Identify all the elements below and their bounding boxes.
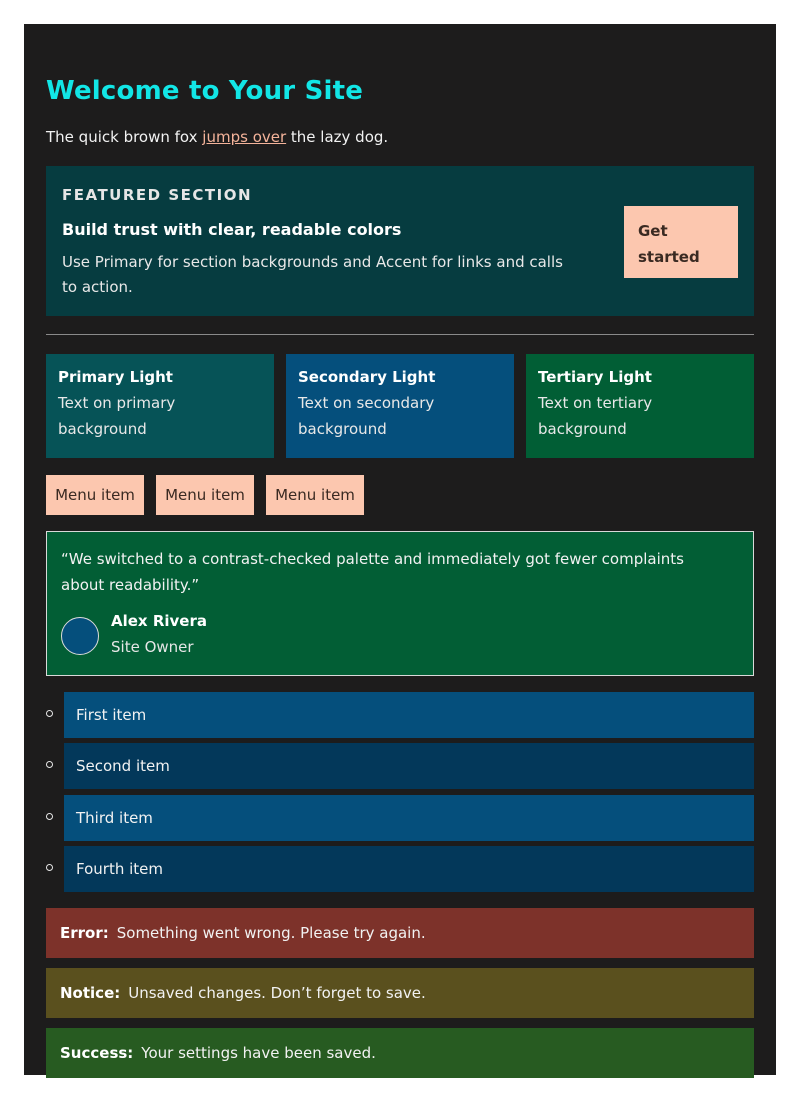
testimonial-quote: “We switched to a contrast-checked palette and immediately got fewer complaints about readability.” [61, 550, 684, 594]
get-started-button[interactable]: Get started [624, 206, 738, 278]
list-item [46, 846, 754, 892]
page-container [24, 24, 776, 1075]
featured-section [46, 166, 754, 316]
alert-label: Error: [60, 924, 109, 942]
featured-eyebrow: FEATURED SECTION [62, 186, 252, 204]
card-text: Text on primary background [58, 394, 176, 438]
featured-description: Use Primary for section backgrounds and Accent for links and calls to action. [62, 253, 563, 296]
list-item [46, 692, 754, 738]
card-title: Secondary Light [298, 368, 436, 386]
lead-text-after: the lazy dog. [286, 128, 389, 146]
list-item-label: Third item [64, 795, 754, 841]
card-title: Primary Light [58, 368, 173, 386]
menu-item-1[interactable]: Menu item [46, 475, 144, 515]
bullet-icon [46, 813, 53, 820]
bullet-icon [46, 761, 53, 768]
alert-message: Unsaved changes. Don’t forget to save. [128, 984, 426, 1002]
list-item [46, 795, 754, 841]
alert-label: Notice: [60, 984, 121, 1002]
card-primary-light [46, 354, 274, 458]
lead-paragraph [46, 128, 388, 146]
testimonial-name: Alex Rivera [111, 612, 207, 630]
error-alert [46, 908, 754, 958]
card-title: Tertiary Light [538, 368, 652, 386]
list-item-label: Fourth item [64, 846, 754, 892]
success-alert [46, 1028, 754, 1078]
lead-text-before: The quick brown fox [46, 128, 203, 146]
menu-item-2[interactable]: Menu item [156, 475, 254, 515]
avatar [61, 617, 99, 655]
divider [46, 334, 754, 335]
menu-item-3[interactable]: Menu item [266, 475, 364, 515]
card-text: Text on secondary background [298, 394, 435, 438]
list-item-label: First item [64, 692, 754, 738]
card-secondary-light [286, 354, 514, 458]
color-cards [46, 354, 754, 458]
list-item [46, 743, 754, 789]
card-text: Text on tertiary background [538, 394, 653, 438]
notice-alert [46, 968, 754, 1018]
list-item-label: Second item [64, 743, 754, 789]
alert-message: Something went wrong. Please try again. [116, 924, 426, 942]
alert-label: Success: [60, 1044, 134, 1062]
bullet-icon [46, 710, 53, 717]
page-title: Welcome to Your Site [46, 76, 364, 106]
bullet-icon [46, 864, 53, 871]
featured-heading: Build trust with clear, readable colors [62, 220, 402, 239]
alert-message: Your settings have been saved. [141, 1044, 376, 1062]
card-tertiary-light [526, 354, 754, 458]
testimonial-role: Site Owner [111, 638, 194, 656]
lead-link[interactable]: jumps over [202, 128, 287, 146]
testimonial [46, 531, 754, 676]
